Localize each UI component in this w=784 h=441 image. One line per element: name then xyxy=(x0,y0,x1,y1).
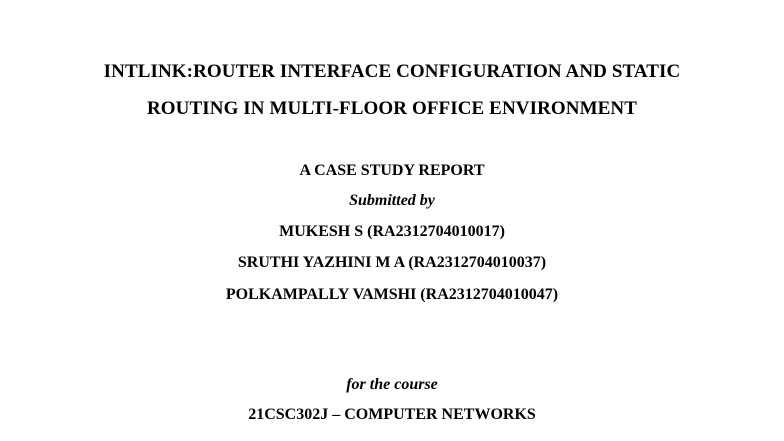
report-type: A CASE STUDY REPORT xyxy=(299,162,485,179)
title-line-2: ROUTING IN MULTI-FLOOR OFFICE ENVIRONMENT xyxy=(146,98,638,119)
course-name: 21CSC302J – COMPUTER NETWORKS xyxy=(248,406,536,423)
author-1: MUKESH S (RA2312704010017) xyxy=(279,223,505,240)
author-3: POLKAMPALLY VAMSHI (RA2312704010047) xyxy=(225,286,559,303)
title-line-1: INTLINK:ROUTER INTERFACE CONFIGURATION AND STATIC xyxy=(103,61,681,82)
submitted-by-label: Submitted by xyxy=(349,192,435,209)
author-2: SRUTHI YAZHINI M A (RA2312704010037) xyxy=(237,254,547,271)
for-course-label: for the course xyxy=(346,376,438,393)
